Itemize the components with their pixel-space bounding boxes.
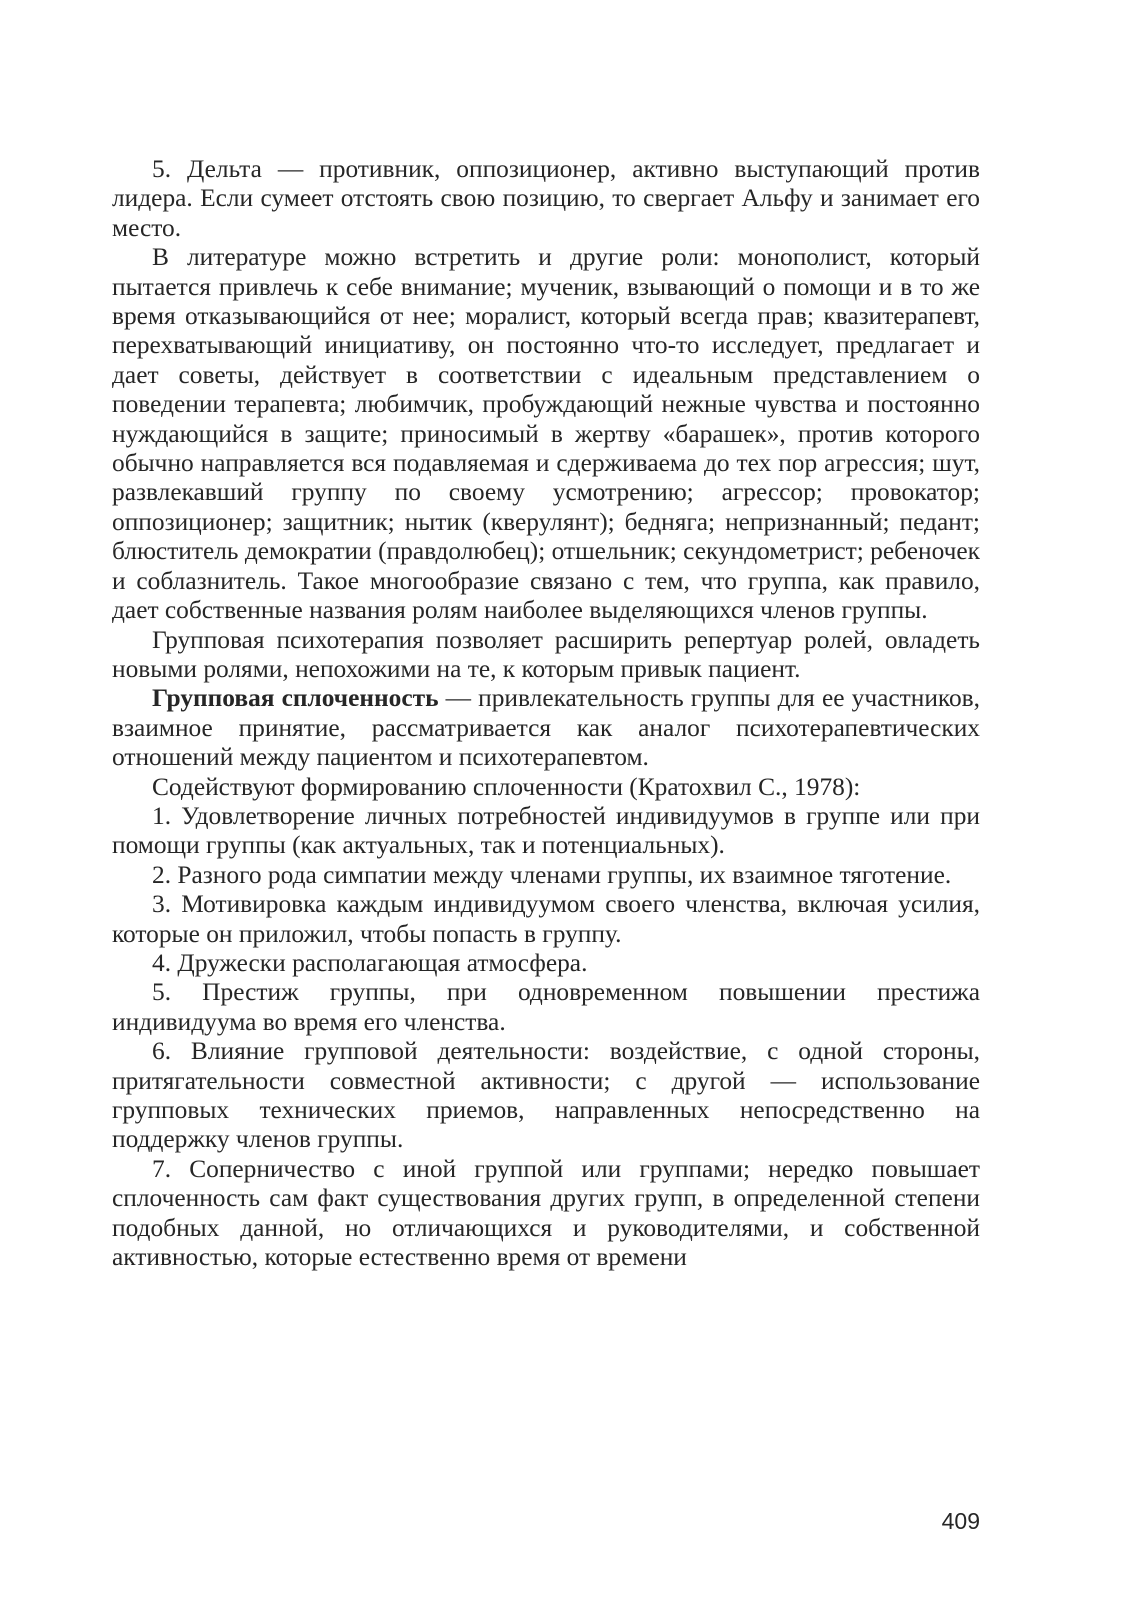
list-item-6: 6. Влияние групповой деятельности: воздействие, с одной стороны, притягательности совместной активности; с другой — использование групповых технических приемов, направленных непосредственно на поддержку членов группы. [112,1037,980,1154]
paragraph-cohesion-factors-intro: Содействуют формированию сплоченности (Кратохвил С., 1978): [152,772,861,801]
paragraph-delta: 5. Дельта — противник, оппозиционер, активно выступающий против лидера. Если сумеет отстоять свою позицию, то свергает Альфу и занимает его место. [112,155,980,242]
paragraph-group-cohesion [112,684,980,772]
list-item-5: 5. Престиж группы, при одновременном повышении престижа индивидуума во время его членства. [112,978,980,1036]
list-item-2: 2. Разного рода симпатии между членами группы, их взаимное тяготение. [152,860,952,889]
list-item-7: 7. Соперничество с иной группой или группами; нередко повышает сплоченность сам факт существования других групп, в определенной степени подобных данной, но отличающихся и руководителями, и собственной активностью, которые естественно время от времени [112,1154,980,1272]
definition-group-cohesion: — привлекательность группы для ее участников, взаимное принятие, рассматривается как аналог психотерапевтических отношений между пациентом и психотерапевтом. [112,684,980,772]
page-body [112,155,980,1272]
list-item-1: 1. Удовлетворение личных потребностей индивидуумов в группе или при помощи группы (как актуальных, так и потенциальных). [112,801,980,860]
term-group-cohesion: Групповая сплоченность [152,684,439,713]
paragraph-role-repertoire: Групповая психотерапия позволяет расширить репертуар ролей, овладеть новыми ролями, непохожими на те, к которым привык пациент. [112,625,980,683]
page-number: 409 [941,1508,980,1534]
list-item-4: 4. Дружески располагающая атмосфера. [152,948,588,977]
list-item-3: 3. Мотивировка каждым индивидуумом своего членства, включая усилия, которые он приложил, чтобы попасть в группу. [112,890,980,948]
paragraph-other-roles: В литературе можно встретить и другие роли: монополист, который пытается привлечь к себе внимание; мученик, взывающий о помощи и в то же время отказывающийся от нее; моралист, который всегда прав; квазитерапевт, перехватывающий инициативу, он постоянно что-то исследует, предлагает и дает советы, действует в соответствии с идеальным представлением о поведении терапевта; любимчик, пробуждающий нежные чувства и постоянно нуждающийся в защите; приносимый в жертву «барашек», против которого обычно направляется вся подавляемая и сдерживаема до тех пор агрессия; шут, развлекавший группу по своему усмотрению; агрессор; провокатор; оппозиционер; защитник; нытик (кверулянт); бедняга; непризнанный; педант; блюститель демократии (правдолюбец); отшельник; секундометрист; ребеночек и соблазнитель. Такое многообразие связано с тем, что группа, как правило, дает собственные названия ролям наиболее выделяющихся членов группы. [112,243,980,625]
